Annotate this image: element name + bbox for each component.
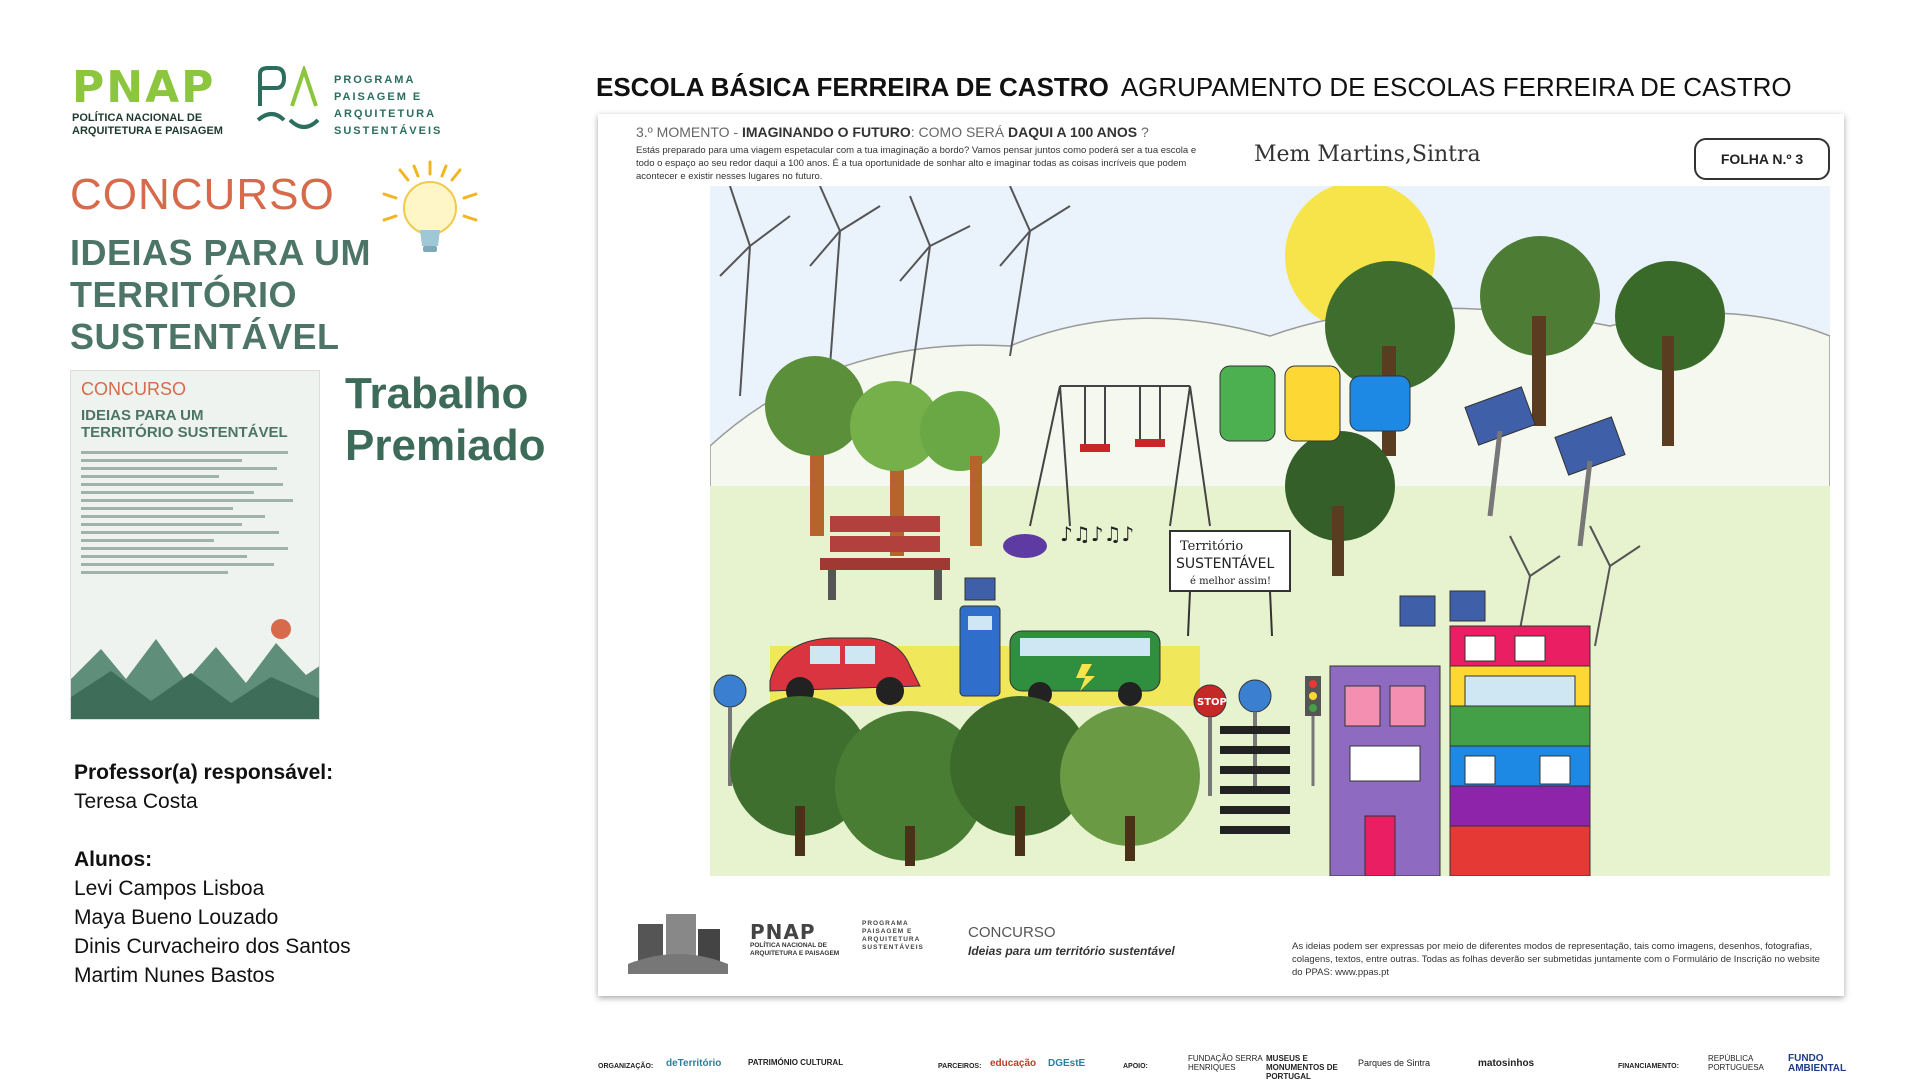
sheet-intro: Estás preparado para uma viagem espetacular com a tua imaginação a bordo? Vamos pensar juntos como poderá ser a tua escola e todo o espaço ao seu redor daqui a 100 anos. É a tua oportunidade de sonhar alto e imaginar todas as coisas incríveis que podem acontecer e existir nesses lugares no futuro.	[636, 145, 1197, 182]
teacher-name: Teresa Costa	[74, 790, 198, 813]
student-name: Dinis Curvacheiro dos Santos	[74, 935, 351, 958]
footer-concurso: CONCURSO	[968, 924, 1056, 941]
blue-bin-icon	[1350, 376, 1410, 431]
swing-seat	[1135, 439, 1165, 447]
pnap-subtitle-1: POLÍTICA NACIONAL DE	[72, 112, 203, 124]
folha-badge: FOLHA N.º 3	[1694, 138, 1830, 180]
ppas-line-1: PROGRAMA	[334, 74, 416, 86]
sponsor-label-apoio: APOIO:	[1123, 1063, 1148, 1070]
music-notes: ♪♫♪♫♪	[1060, 522, 1135, 546]
student-drawing	[710, 186, 1830, 876]
speaker-icon	[1003, 534, 1047, 558]
student-name: Maya Bueno Louzado	[74, 906, 279, 929]
ppas-line-3: ARQUITETURA	[334, 108, 437, 120]
sign-line-1: Território	[1180, 539, 1244, 554]
contest-title	[70, 232, 371, 358]
top-logos	[72, 62, 472, 142]
drawing-sheet	[598, 114, 1844, 996]
footer-ppas-4: SUSTENTÁVEIS	[862, 944, 924, 951]
poster-text-lines	[81, 451, 311, 579]
yellow-bin-icon	[1285, 366, 1340, 441]
contest-title-line-1: IDEIAS PARA UM	[70, 232, 372, 273]
charging-station-icon	[960, 578, 1000, 696]
school-illustration-icon	[628, 894, 728, 974]
school-name: ESCOLA BÁSICA FERREIRA DE CASTRO	[596, 72, 1109, 102]
students-label: Alunos:	[74, 848, 153, 871]
sign-line-3: é melhor assim!	[1190, 576, 1272, 587]
award-line-1: Trabalho	[345, 369, 529, 418]
sponsor-fundo: FUNDO AMBIENTAL	[1788, 1053, 1847, 1074]
footer-ppas-1: PROGRAMA	[862, 920, 909, 927]
school-header	[596, 72, 1792, 103]
sponsor-label-parceiros: PARCEIROS:	[938, 1063, 982, 1070]
ppas-text	[334, 72, 442, 140]
footer-pnap-sub-1: POLÍTICA NACIONAL DE	[750, 942, 827, 949]
sheet-location: Mem Martins,Sintra	[1254, 142, 1481, 167]
pnap-wordmark: PNAP	[72, 62, 216, 113]
award-label	[345, 368, 546, 472]
school-group: AGRUPAMENTO DE ESCOLAS FERREIRA DE CASTRO	[1120, 72, 1792, 102]
contest-poster-thumbnail	[70, 370, 320, 720]
sponsor-educacao: educação	[990, 1058, 1037, 1069]
sign-line-2: SUSTENTÁVEL	[1176, 556, 1275, 572]
stop-sign-text: STOP	[1197, 697, 1227, 708]
purple-building-icon	[1330, 666, 1440, 876]
concurso-title: CONCURSO	[70, 170, 335, 219]
heading-bold: IMAGINANDO O FUTURO	[741, 124, 911, 140]
poster-concurso: CONCURSO	[81, 379, 187, 399]
sponsor-deterritorio: deTerritório	[666, 1058, 722, 1069]
poster-title	[81, 407, 288, 441]
footer-ppas	[862, 920, 924, 952]
footer-pnap-sub	[750, 942, 839, 958]
poster-title-line-2: TERRITÓRIO SUSTENTÁVEL	[81, 424, 288, 441]
footer-note: As ideias podem ser expressas por meio de diferentes modos de representação, tais como imagens, desenhos, fotografias, colagens, textos, entre outras. Todas as folhas deverão ser submetidas juntamente com o Formulário de Inscrição no website do PPAS: www.ppas.pt	[1292, 941, 1820, 978]
heading-bold-2: DAQUI A 100 ANOS	[1007, 124, 1138, 140]
footer-ppas-3: ARQUITETURA	[862, 936, 921, 943]
sheet-heading	[636, 124, 1149, 140]
pnap-logo	[72, 62, 223, 138]
green-bin-icon	[1220, 366, 1275, 441]
sponsor-dgeste: DGEstE	[1048, 1058, 1086, 1069]
ppas-mark-icon	[254, 66, 330, 142]
award-line-2: Premiado	[345, 421, 546, 470]
sponsors-strip	[598, 1054, 1848, 1078]
heading-suffix: ?	[1137, 124, 1149, 140]
ppas-logo	[254, 66, 474, 142]
sponsor-patrimonio: PATRIMÓNIO CULTURAL	[748, 1058, 844, 1067]
heading-mid: : COMO SERÁ	[910, 124, 1008, 140]
poster-mountains-illustration	[71, 609, 320, 719]
student-name: Levi Campos Lisboa	[74, 877, 265, 900]
sponsor-label-financiamento: FINANCIAMENTO:	[1618, 1063, 1679, 1070]
footer-pnap: PNAP	[750, 920, 816, 944]
sponsor-label-organizacao: ORGANIZAÇÃO:	[598, 1063, 654, 1070]
ppas-line-4: SUSTENTÁVEIS	[334, 125, 443, 137]
sponsor-museus: MUSEUS E MONUMENTOS DE PORTUGAL	[1266, 1054, 1338, 1080]
teacher-label: Professor(a) responsável:	[74, 761, 334, 784]
contest-title-line-3: SUSTENTÁVEL	[70, 316, 340, 357]
footer-ppas-2: PAISAGEM E	[862, 928, 913, 935]
footer-ideias: Ideias para um território sustentável	[968, 944, 1175, 958]
heading-prefix: 3.º MOMENTO -	[636, 124, 742, 140]
sponsor-matosinhos: matosinhos	[1478, 1058, 1535, 1069]
swing-seat	[1080, 444, 1110, 452]
footer-pnap-sub-2: ARQUITETURA E PAISAGEM	[750, 950, 840, 957]
lightbulb-icon	[380, 160, 480, 264]
student-name: Martim Nunes Bastos	[74, 964, 275, 987]
credits	[74, 758, 351, 990]
rainbow-building-icon	[1450, 626, 1590, 876]
pnap-subtitle-2: ARQUITETURA E PAISAGEM	[72, 125, 223, 137]
ppas-line-2: PAISAGEM E	[334, 91, 423, 103]
sheet-footer	[628, 884, 1818, 980]
sponsor-fundacao: FUNDAÇÃO SERRA HENRIQUES	[1188, 1054, 1263, 1072]
poster-title-line-1: IDEIAS PARA UM	[81, 407, 204, 424]
sponsor-republica: REPÚBLICA PORTUGUESA	[1708, 1054, 1764, 1072]
sponsor-parques: Parques de Sintra	[1358, 1058, 1431, 1068]
contest-title-line-2: TERRITÓRIO	[70, 274, 297, 315]
